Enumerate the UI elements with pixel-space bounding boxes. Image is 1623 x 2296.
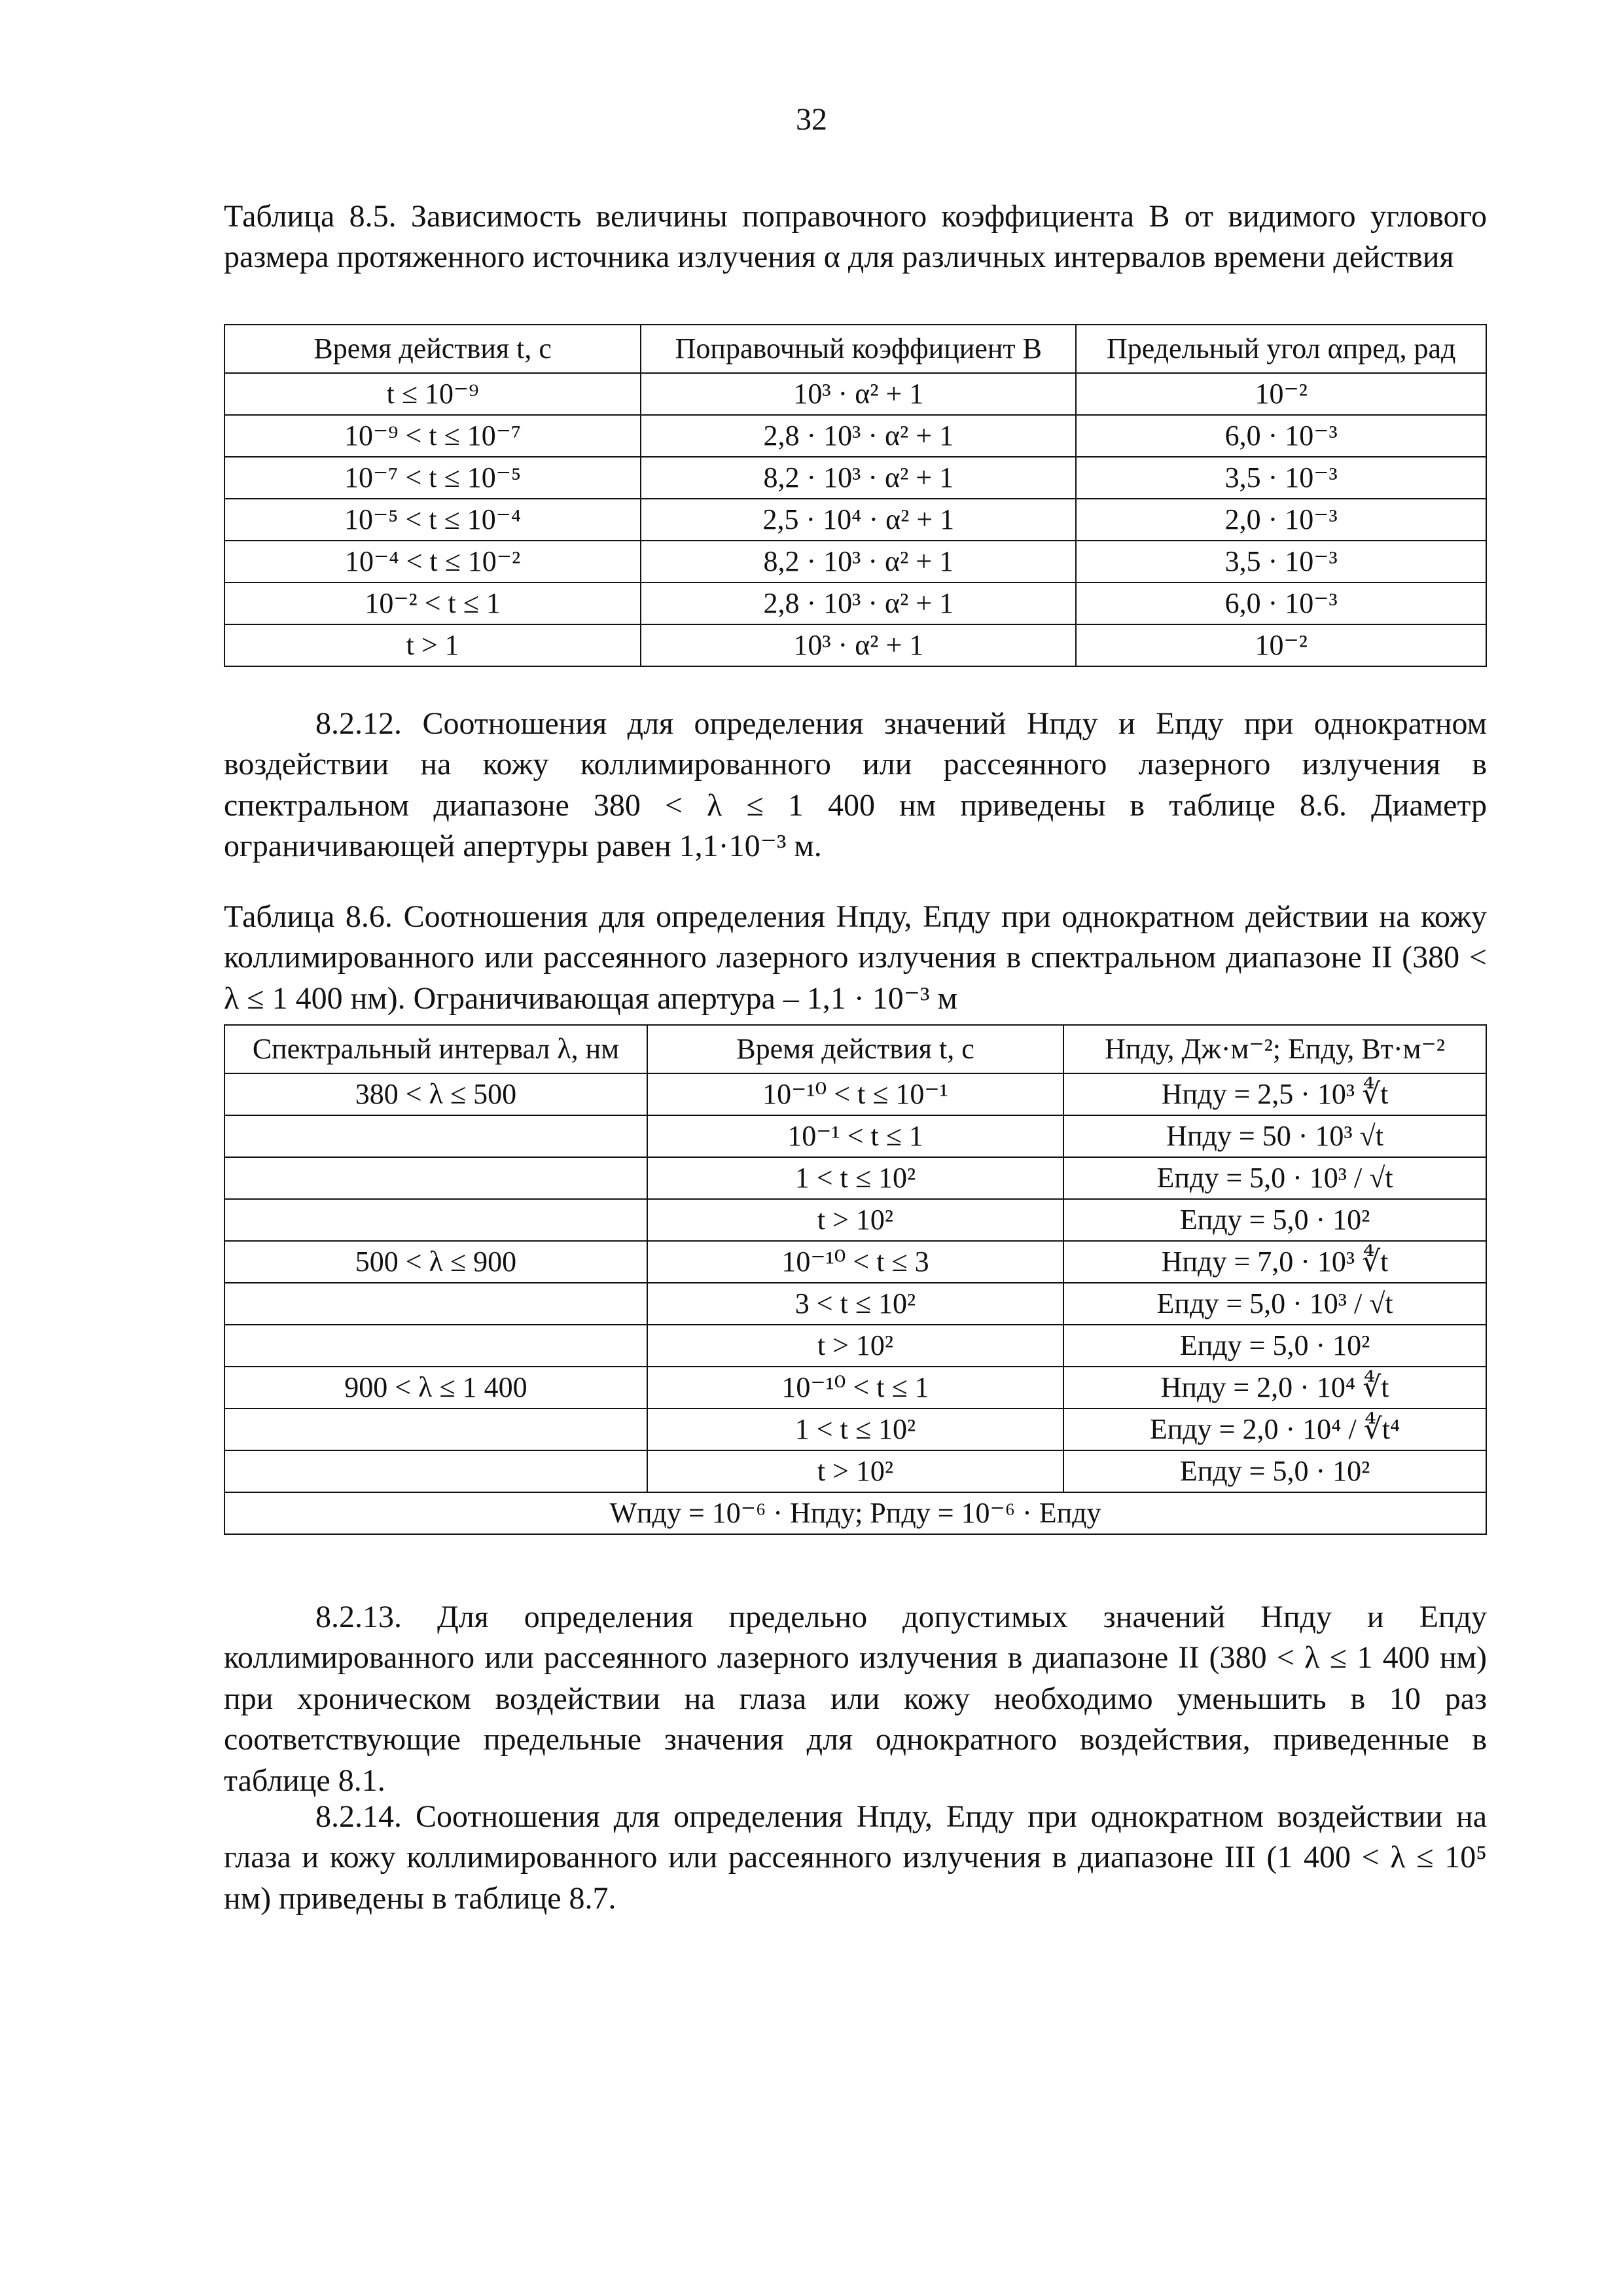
table-cell: 1 < t ≤ 10² bbox=[647, 1157, 1063, 1199]
table-cell: 500 < λ ≤ 900 bbox=[224, 1241, 647, 1283]
table-row bbox=[224, 1157, 1486, 1199]
table-cell: 10³ · α² + 1 bbox=[641, 373, 1076, 415]
table-cell: t ≤ 10⁻⁹ bbox=[224, 373, 641, 415]
table-cell: 3,5 · 10⁻³ bbox=[1076, 457, 1486, 499]
header-cell: Поправочный коэффициент B bbox=[641, 325, 1076, 373]
table-row bbox=[224, 373, 1486, 415]
table-cell bbox=[224, 1115, 647, 1157]
table-cell: Eпду = 5,0 · 10² bbox=[1063, 1450, 1486, 1492]
table-cell: 6,0 · 10⁻³ bbox=[1076, 415, 1486, 457]
table-cell: 3,5 · 10⁻³ bbox=[1076, 541, 1486, 583]
table-8-5-caption bbox=[224, 196, 1487, 278]
table-cell: 10⁻² bbox=[1076, 373, 1486, 415]
caption-text: Таблица 8.5. Зависимость величины поправочного коэффициента B от видимого углового размера протяженного источника излучения α для различных интервалов времени действия bbox=[224, 199, 1487, 275]
table-row bbox=[224, 1408, 1486, 1450]
table-cell: Eпду = 5,0 · 10² bbox=[1063, 1325, 1486, 1367]
table-cell: 8,2 · 10³ · α² + 1 bbox=[641, 457, 1076, 499]
table-8-6-grid bbox=[224, 1024, 1487, 1535]
paragraph-text: 8.2.12. Соотношения для определения значений Hпду и Eпду при однократном воздействии на кожу коллимированного или рассеянного лазерного излучения в спектральном диапазоне 380 < λ ≤ 1 400 нм приведены в таблице 8.6. Диаметр ограничивающей апертуры равен 1,1·10⁻³ м. bbox=[224, 706, 1487, 864]
table-row bbox=[224, 1367, 1486, 1408]
footer-cell: Wпду = 10⁻⁶ · Hпду; Pпду = 10⁻⁶ · Eпду bbox=[224, 1492, 1486, 1534]
table-footer-row bbox=[224, 1492, 1486, 1534]
header-cell: Спектральный интервал λ, нм bbox=[224, 1025, 647, 1073]
table-cell: 10⁻¹ < t ≤ 1 bbox=[647, 1115, 1063, 1157]
table-cell: 2,0 · 10⁻³ bbox=[1076, 499, 1486, 541]
header-cell: Hпду, Дж·м⁻²; Eпду, Вт·м⁻² bbox=[1063, 1025, 1486, 1073]
table-cell: Eпду = 2,0 · 10⁴ / ∜t⁴ bbox=[1063, 1408, 1486, 1450]
table-cell: 10⁻¹⁰ < t ≤ 1 bbox=[647, 1367, 1063, 1408]
table-cell: 10⁻² < t ≤ 1 bbox=[224, 583, 641, 624]
table-cell: Eпду = 5,0 · 10² bbox=[1063, 1199, 1486, 1241]
table-cell: 10⁻⁷ < t ≤ 10⁻⁵ bbox=[224, 457, 641, 499]
table-cell: 380 < λ ≤ 500 bbox=[224, 1073, 647, 1115]
table-cell bbox=[224, 1199, 647, 1241]
table-cell: 3 < t ≤ 10² bbox=[647, 1283, 1063, 1325]
table-8-5-grid bbox=[224, 324, 1487, 667]
table-cell: 2,8 · 10³ · α² + 1 bbox=[641, 415, 1076, 457]
paragraph-8-2-12 bbox=[224, 704, 1487, 867]
table-cell: t > 10² bbox=[647, 1199, 1063, 1241]
table-row bbox=[224, 1283, 1486, 1325]
table-cell: Hпду = 2,0 · 10⁴ ∜t bbox=[1063, 1367, 1486, 1408]
table-cell: 10⁻⁴ < t ≤ 10⁻² bbox=[224, 541, 641, 583]
table-row bbox=[224, 583, 1486, 624]
page-number: 32 bbox=[796, 102, 827, 137]
table-cell: 10⁻² bbox=[1076, 624, 1486, 666]
table-cell: Hпду = 7,0 · 10³ ∜t bbox=[1063, 1241, 1486, 1283]
table-cell: 900 < λ ≤ 1 400 bbox=[224, 1367, 647, 1408]
table-row bbox=[224, 541, 1486, 583]
table-cell: t > 1 bbox=[224, 624, 641, 666]
header-cell: Предельный угол αпред, рад bbox=[1076, 325, 1486, 373]
table-8-6-caption bbox=[224, 897, 1487, 1019]
table-cell bbox=[224, 1283, 647, 1325]
table-cell: Eпду = 5,0 · 10³ / √t bbox=[1063, 1283, 1486, 1325]
table-cell: 2,5 · 10⁴ · α² + 1 bbox=[641, 499, 1076, 541]
table-row bbox=[224, 624, 1486, 666]
table-row bbox=[224, 1325, 1486, 1367]
paragraph-text: 8.2.14. Соотношения для определения Hпду, Eпду при однократном воздействии на глаза и кожу коллимированного или рассеянного излучения в диапазоне III (1 400 < λ ≤ 10⁵ нм) приведены в таблице 8.7. bbox=[224, 1799, 1487, 1916]
table-row bbox=[224, 1241, 1486, 1283]
table-cell bbox=[224, 1408, 647, 1450]
table-8-6 bbox=[224, 1024, 1487, 1535]
table-cell: Hпду = 50 · 10³ √t bbox=[1063, 1115, 1486, 1157]
table-cell: 1 < t ≤ 10² bbox=[647, 1408, 1063, 1450]
table-cell: t > 10² bbox=[647, 1325, 1063, 1367]
table-cell: 6,0 · 10⁻³ bbox=[1076, 583, 1486, 624]
table-cell: Eпду = 5,0 · 10³ / √t bbox=[1063, 1157, 1486, 1199]
table-row bbox=[224, 1073, 1486, 1115]
table-header-row bbox=[224, 1025, 1486, 1073]
table-row bbox=[224, 1199, 1486, 1241]
table-cell: 10³ · α² + 1 bbox=[641, 624, 1076, 666]
table-row bbox=[224, 457, 1486, 499]
caption-text: Таблица 8.6. Соотношения для определения Hпду, Eпду при однократном действии на кожу коллимированного или рассеянного лазерного излучения в спектральном диапазоне II (380 < λ ≤ 1 400 нм). Ограничивающая апертура – 1,1 · 10⁻³ м bbox=[224, 899, 1487, 1016]
table-cell: t > 10² bbox=[647, 1450, 1063, 1492]
table-row bbox=[224, 415, 1486, 457]
table-cell bbox=[224, 1157, 647, 1199]
table-row bbox=[224, 1450, 1486, 1492]
header-cell: Время действия t, с bbox=[224, 325, 641, 373]
table-8-5 bbox=[224, 324, 1487, 667]
table-cell bbox=[224, 1325, 647, 1367]
table-cell: 10⁻¹⁰ < t ≤ 3 bbox=[647, 1241, 1063, 1283]
table-cell: 10⁻⁹ < t ≤ 10⁻⁷ bbox=[224, 415, 641, 457]
table-cell: 10⁻⁵ < t ≤ 10⁻⁴ bbox=[224, 499, 641, 541]
table-header-row bbox=[224, 325, 1486, 373]
table-cell: 2,8 · 10³ · α² + 1 bbox=[641, 583, 1076, 624]
table-row bbox=[224, 499, 1486, 541]
table-cell: 8,2 · 10³ · α² + 1 bbox=[641, 541, 1076, 583]
paragraph-8-2-13 bbox=[224, 1597, 1487, 1801]
header-cell: Время действия t, с bbox=[647, 1025, 1063, 1073]
table-cell: Hпду = 2,5 · 10³ ∜t bbox=[1063, 1073, 1486, 1115]
table-cell: 10⁻¹⁰ < t ≤ 10⁻¹ bbox=[647, 1073, 1063, 1115]
table-row bbox=[224, 1115, 1486, 1157]
paragraph-8-2-14 bbox=[224, 1797, 1487, 1919]
paragraph-text: 8.2.13. Для определения предельно допустимых значений Hпду и Eпду коллимированного или рассеянного лазерного излучения в диапазоне II (380 < λ ≤ 1 400 нм) при хроническом воздействии на глаза или кожу необходимо уменьшить в 10 раз соответствующие предельные значения для однократного воздействия, приведенные в таблице 8.1. bbox=[224, 1600, 1487, 1798]
table-cell bbox=[224, 1450, 647, 1492]
